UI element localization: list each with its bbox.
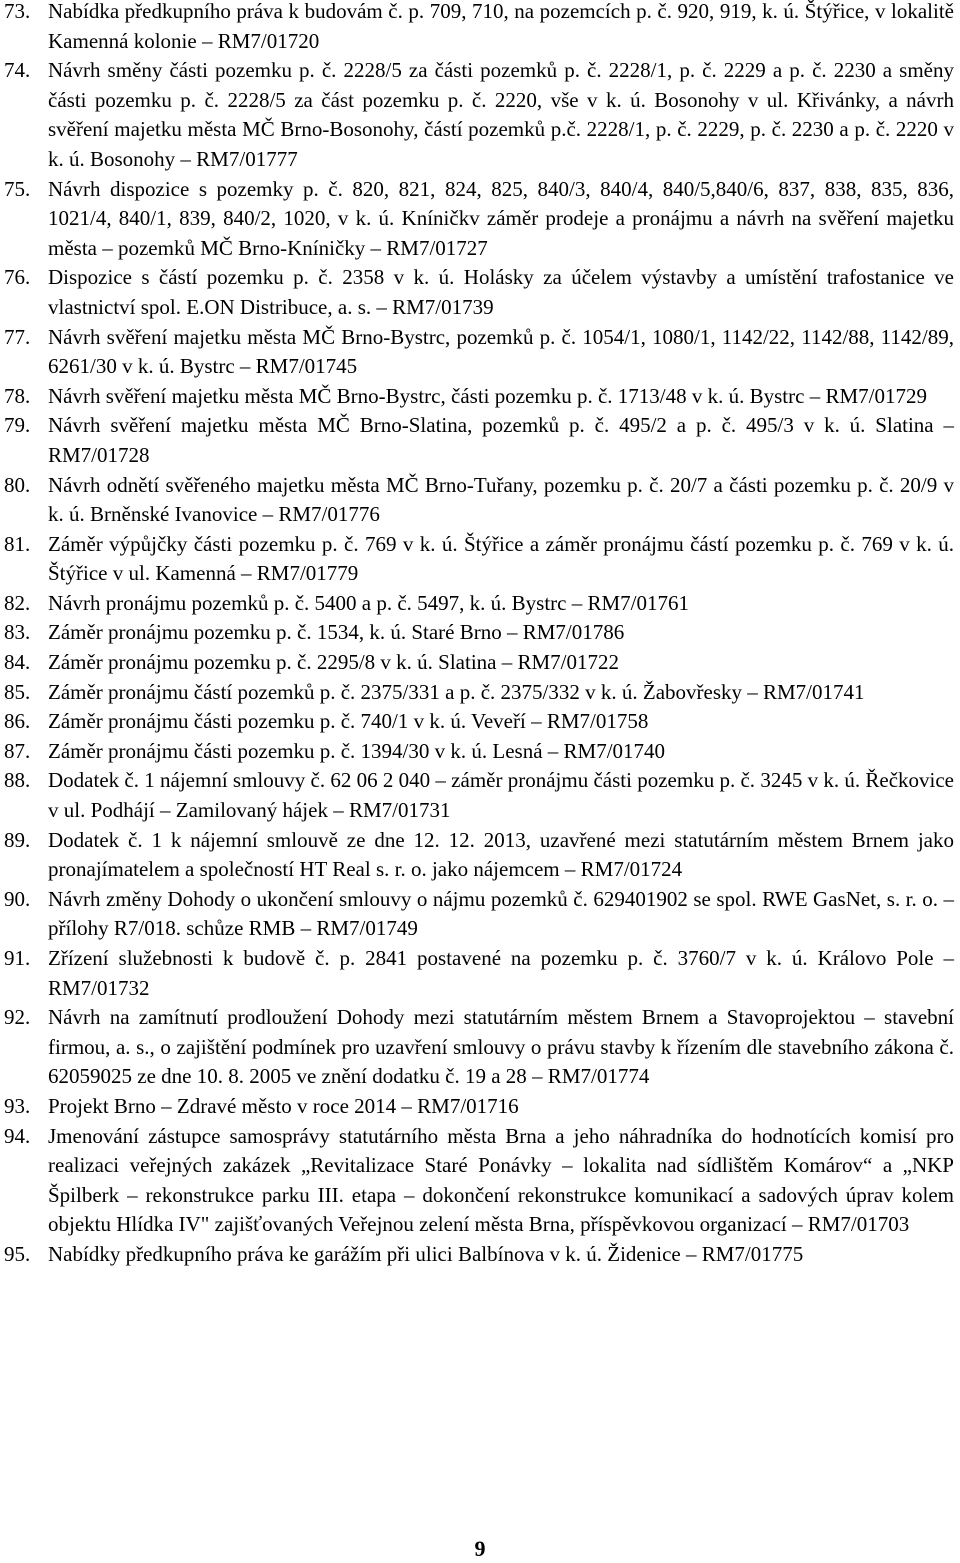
item-number: 88.: [4, 768, 31, 793]
item-text: Návrh odnětí svěřeného majetku města MČ Brno-Tuřany, pozemku p. č. 20/7 a části pozemku p. č. 20/9 v k. ú. Brněnské Ivanovice – RM7/01776: [48, 472, 954, 527]
item-number: 94.: [4, 1123, 31, 1148]
item-number: 90.: [4, 886, 31, 911]
agenda-item-86: [4, 707, 954, 737]
item-number: 89.: [4, 827, 31, 852]
agenda-item-79: [4, 411, 954, 470]
item-number: 78.: [4, 383, 31, 408]
agenda-item-89: [4, 826, 954, 885]
agenda-item-88: [4, 766, 954, 825]
item-text: Záměr pronájmu části pozemku p. č. 740/1 v k. ú. Veveří – RM7/01758: [48, 709, 649, 734]
agenda-item-94: [4, 1122, 954, 1240]
item-text: Jmenování zástupce samosprávy statutárního města Brna a jeho náhradníka do hodnotících komisí pro realizaci veřejných zakázek „Revitalizace Staré Ponávky – lokalita nad sídlištěm Komárov“ a „NKP Špilberk – rekonstrukce parku III. etapa – dokončení rekonstrukce komunikací a sadových úprav kolem objektu Hlídka IV" zajišťovaných Veřejnou zelení města Brna, příspěvkovou organizací – RM7/01703: [48, 1123, 954, 1237]
item-text: Návrh dispozice s pozemky p. č. 820, 821, 824, 825, 840/3, 840/4, 840/5,840/6, 837, 838, 835, 836, 1021/4, 840/1, 839, 840/2, 1020, v k. ú. Kníničkv záměr prodeje a pronájmu a návrh na svěření majetku města – pozemků MČ Brno-Kníničky – RM7/01727: [48, 176, 954, 260]
item-text: Záměr výpůjčky části pozemku p. č. 769 v k. ú. Štýřice a záměr pronájmu částí pozemku p. č. 769 v k. ú. Štýřice v ul. Kamenná – RM7/01779: [48, 531, 954, 586]
agenda-item-92: [4, 1003, 954, 1092]
item-number: 87.: [4, 738, 31, 763]
item-number: 74.: [4, 58, 31, 83]
item-text: Návrh směny části pozemku p. č. 2228/5 za části pozemků p. č. 2228/1, p. č. 2229 a p. č. 2230 a směny části pozemku p. č. 2228/5 za část pozemku p. č. 2220, vše v k. ú. Bosonohy v ul. Křivánky, a návrh svěření majetku města MČ Brno-Bosonohy, částí pozemků p.č. 2228/1, p. č. 2229, p. č. 2230 a p. č. 2220 v k. ú. Bosonohy – RM7/01777: [48, 58, 954, 171]
item-text: Dodatek č. 1 k nájemní smlouvě ze dne 12. 12. 2013, uzavřené mezi statutárním městem Brnem jako pronajímatelem a společností HT Real s. r. o. jako nájemcem – RM7/01724: [48, 827, 954, 882]
item-text: Návrh změny Dohody o ukončení smlouvy o nájmu pozemků č. 629401902 se spol. RWE GasNet, s. r. o. – přílohy R7/018. schůze RMB – RM7/01749: [48, 886, 954, 941]
agenda-item-95: [4, 1240, 954, 1270]
item-text: Záměr pronájmu pozemku p. č. 1534, k. ú. Staré Brno – RM7/01786: [48, 620, 625, 645]
agenda-item-84: [4, 648, 954, 678]
item-number: 86.: [4, 709, 31, 734]
item-number: 77.: [4, 324, 31, 349]
item-text: Návrh na zamítnutí prodloužení Dohody mezi statutárním městem Brnem a Stavoprojektou – stavební firmou, a. s., o zajištění podmínek pro uzavření smlouvy o právu stavby k řízením dle stavebního zákona č. 62059025 ze dne 10. 8. 2005 ve znění dodatku č. 19 a 28 – RM7/01774: [48, 1005, 954, 1089]
agenda-list: [4, 0, 954, 1270]
agenda-item-91: [4, 944, 954, 1003]
agenda-item-78: [4, 382, 954, 412]
agenda-item-76: [4, 263, 954, 322]
item-number: 82.: [4, 590, 31, 615]
item-number: 75.: [4, 176, 31, 201]
item-text: Nabídka předkupního práva k budovám č. p. 709, 710, na pozemcích p. č. 920, 919, k. ú. Štýřice, v lokalitě Kamenná kolonie – RM7/01720: [48, 0, 954, 53]
item-number: 83.: [4, 620, 31, 645]
page-number: 9: [474, 1536, 486, 1561]
item-text: Záměr pronájmu pozemku p. č. 2295/8 v k. ú. Slatina – RM7/01722: [48, 650, 619, 675]
item-text: Návrh pronájmu pozemků p. č. 5400 a p. č. 5497, k. ú. Bystrc – RM7/01761: [48, 590, 689, 615]
item-text: Dispozice s částí pozemku p. č. 2358 v k. ú. Holásky za účelem výstavby a umístění trafostanice ve vlastnictví spol. E.ON Distribuce, a. s. – RM7/01739: [48, 265, 954, 319]
agenda-item-75: [4, 175, 954, 264]
agenda-item-85: [4, 678, 954, 708]
item-number: 84.: [4, 650, 31, 675]
item-number: 85.: [4, 679, 31, 704]
item-text: Zřízení služebnosti k budově č. p. 2841 postavené na pozemku p. č. 3760/7 v k. ú. Královo Pole – RM7/01732: [48, 946, 954, 1000]
agenda-item-93: [4, 1092, 954, 1122]
agenda-item-82: [4, 589, 954, 619]
agenda-item-77: [4, 323, 954, 382]
item-text: Projekt Brno – Zdravé město v roce 2014 – RM7/01716: [48, 1093, 519, 1118]
agenda-item-73: [4, 0, 954, 56]
item-text: Návrh svěření majetku města MČ Brno-Bystrc, pozemků p. č. 1054/1, 1080/1, 1142/22, 1142/88, 1142/89, 6261/30 v k. ú. Bystrc – RM7/01745: [48, 324, 954, 379]
agenda-item-90: [4, 885, 954, 944]
item-text: Návrh svěření majetku města MČ Brno-Bystrc, části pozemku p. č. 1713/48 v k. ú. Bystrc – RM7/01729: [48, 383, 927, 408]
item-number: 93.: [4, 1093, 31, 1118]
item-text: Záměr pronájmu částí pozemků p. č. 2375/331 a p. č. 2375/332 v k. ú. Žabovřesky – RM7/01741: [48, 679, 865, 704]
item-number: 92.: [4, 1005, 31, 1030]
item-text: Nabídky předkupního práva ke garážím při ulici Balbínova v k. ú. Židenice – RM7/01775: [48, 1241, 804, 1266]
item-number: 79.: [4, 413, 31, 438]
item-number: 80.: [4, 472, 31, 497]
item-text: Návrh svěření majetku města MČ Brno-Slatina, pozemků p. č. 495/2 a p. č. 495/3 v k. ú. Slatina – RM7/01728: [48, 413, 954, 467]
item-text: Záměr pronájmu části pozemku p. č. 1394/30 v k. ú. Lesná – RM7/01740: [48, 738, 666, 763]
item-number: 91.: [4, 946, 31, 970]
agenda-item-80: [4, 471, 954, 530]
agenda-item-87: [4, 737, 954, 767]
item-number: 73.: [4, 0, 31, 23]
item-text: Dodatek č. 1 nájemní smlouvy č. 62 06 2 040 – záměr pronájmu části pozemku p. č. 3245 v k. ú. Řečkovice v ul. Podhájí – Zamilovaný hájek – RM7/01731: [48, 768, 954, 823]
item-number: 95.: [4, 1241, 31, 1266]
item-number: 81.: [4, 531, 31, 556]
agenda-item-74: [4, 56, 954, 174]
agenda-item-83: [4, 618, 954, 648]
item-number: 76.: [4, 265, 31, 290]
agenda-item-81: [4, 530, 954, 589]
